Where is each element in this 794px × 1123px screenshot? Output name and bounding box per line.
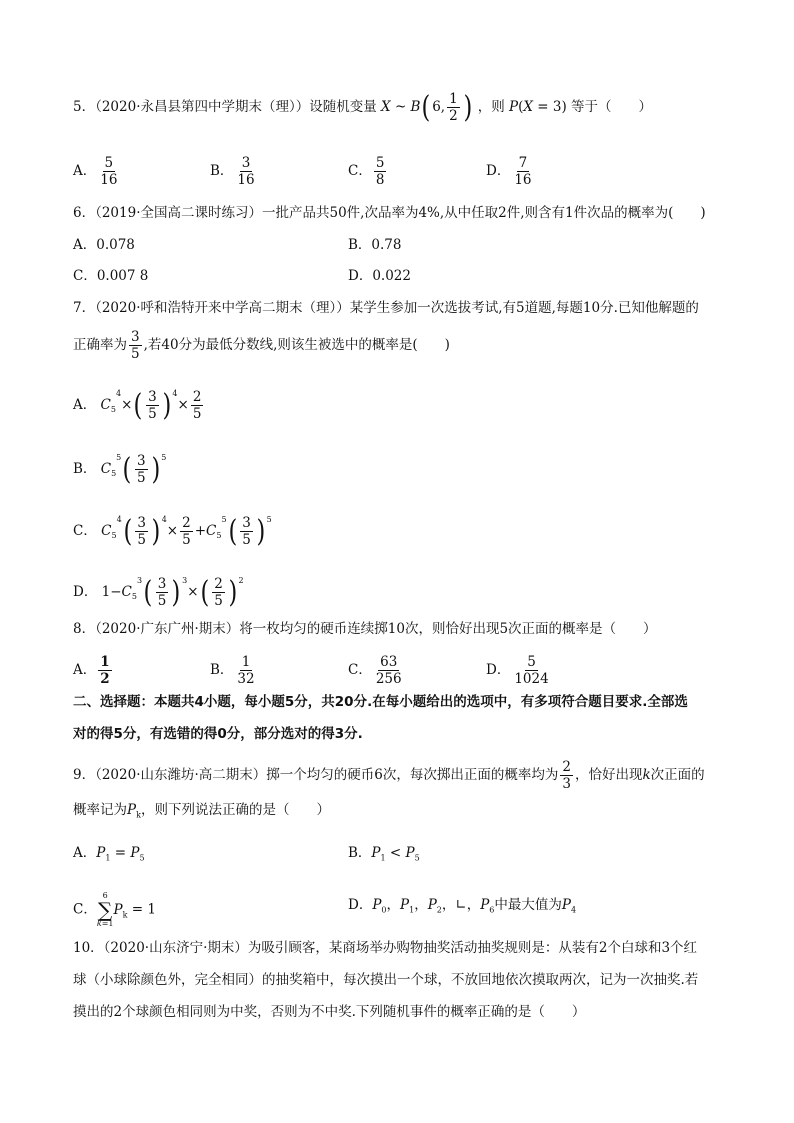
q5-option-d[interactable]: D． $\frac{7}{16}$ [486, 155, 532, 189]
q7-option-d[interactable]: D． $1-C_5^3$( $\frac{3}{5}$ )$^3$×( $\frac{2}{5}$ )$^2$ [73, 574, 244, 610]
q8-option-b[interactable]: B． $\frac{1}{32}$ [210, 654, 255, 688]
question-7-stem-line2: 正确率为 $\frac{3}{5}$ ,若40分为最低分数线,则该生被选中的概率是( ) [73, 329, 450, 363]
section-2-heading-line2: 对的得5分，有选错的得0分，部分选对的得3分. [73, 726, 363, 742]
question-10-stem-line2: 球（小球除颜色外，完全相同）的抽奖箱中，每次摸出一个球，不放回地依次摸取两次，记为一次抽奖.若 [73, 972, 699, 988]
q8-option-a[interactable]: A． $\frac{1}{2}$ [73, 654, 110, 688]
question-8-stem: 8．（2020·广东广州·期末）将一枚均匀的硬币连续掷10次，则恰好出现5次正面的概率是（ ） [73, 621, 657, 637]
q8-option-d[interactable]: D． $\frac{5}{1024}$ [486, 654, 549, 688]
question-9-stem-line2: 概率记为$P_k$，则下列说法正确的是（ ） [73, 802, 330, 820]
question-10-stem-line3: 摸出的2个球颜色相同则为中奖，否则为不中奖.下列随机事件的概率正确的是（ ） [73, 1004, 586, 1020]
q7-option-b[interactable]: B． $C_5^5$( $\frac{3}{5}$ )$^5$ [73, 451, 167, 487]
q7-option-a[interactable]: A． $C_5^4\times$( $\frac{3}{5}$ )$^4$× $\frac{2}{5}$ [73, 387, 202, 423]
q6-option-c[interactable]: C．0.007 8 [73, 268, 149, 284]
question-7-stem-line1: 7．（2020·呼和浩特开来中学高二期末（理））某学生参加一次选拔考试,有5道题,每题10分.已知他解题的 [73, 300, 699, 316]
q8-option-c[interactable]: C． $\frac{63}{256}$ [348, 654, 402, 688]
q5-option-a[interactable]: A． $\frac{5}{16}$ [73, 155, 118, 189]
question-6-stem: 6．（2019·全国高二课时练习）一批产品共50件,次品率为4%,从中任取2件,则含有1件次品的概率为( ) [73, 205, 706, 221]
math-x-binomial: X ~ B(6, $\frac{1}{2}$ ) [381, 89, 472, 125]
q9-option-c[interactable]: C． 6 ∑ k=1 $P_k = 1$ [73, 891, 156, 928]
q6-option-b[interactable]: B．0.78 [348, 237, 402, 253]
q9-option-d[interactable]: D．$P_0$，$P_1$，$P_2$，∟，$P_6$中最大值为$P_4$ [348, 897, 577, 915]
question-10-stem-line1: 10．（2020·山东济宁·期末）为吸引顾客，某商场举办购物抽奖活动抽奖规则是：从装有2个白球和3个红 [73, 940, 698, 956]
q5-option-c[interactable]: C． $\frac{5}{8}$ [348, 155, 385, 189]
q9-option-a[interactable]: A．$P_1 = P_5$ [73, 845, 145, 863]
q9-option-b[interactable]: B．$P_1 < P_5$ [348, 845, 420, 863]
math-p-x-eq-3: P(X = 3) [509, 99, 567, 116]
q6-option-d[interactable]: D．0.022 [348, 268, 411, 284]
q6-option-a[interactable]: A．0.078 [73, 237, 135, 253]
q5-option-b[interactable]: B． $\frac{3}{16}$ [210, 155, 255, 189]
section-2-heading-line1: 二、选择题：本题共4小题，每小题5分，共20分.在每小题给出的选项中，有多项符合题目要求.全部选 [73, 694, 688, 710]
question-5-stem: 5．（2020·永昌县第四中学期末（理））设随机变量 X ~ B(6, $\frac{1}{2}$ ) ，则 P(X = 3) 等于（ ） [73, 89, 653, 125]
question-9-stem-line1: 9．（2020·山东潍坊·高二期末）掷一个均匀的硬币6次，每次掷出正面的概率均为 $\frac{2}{3}$ ，恰好出现k次正面的 [73, 759, 705, 793]
q7-option-c[interactable]: C． $C_5^4$( $\frac{3}{5}$ )$^4$× $\frac{2}{5}$ $+C_5^5$( $\frac{3}{5}$ )$^5$ [73, 513, 272, 549]
